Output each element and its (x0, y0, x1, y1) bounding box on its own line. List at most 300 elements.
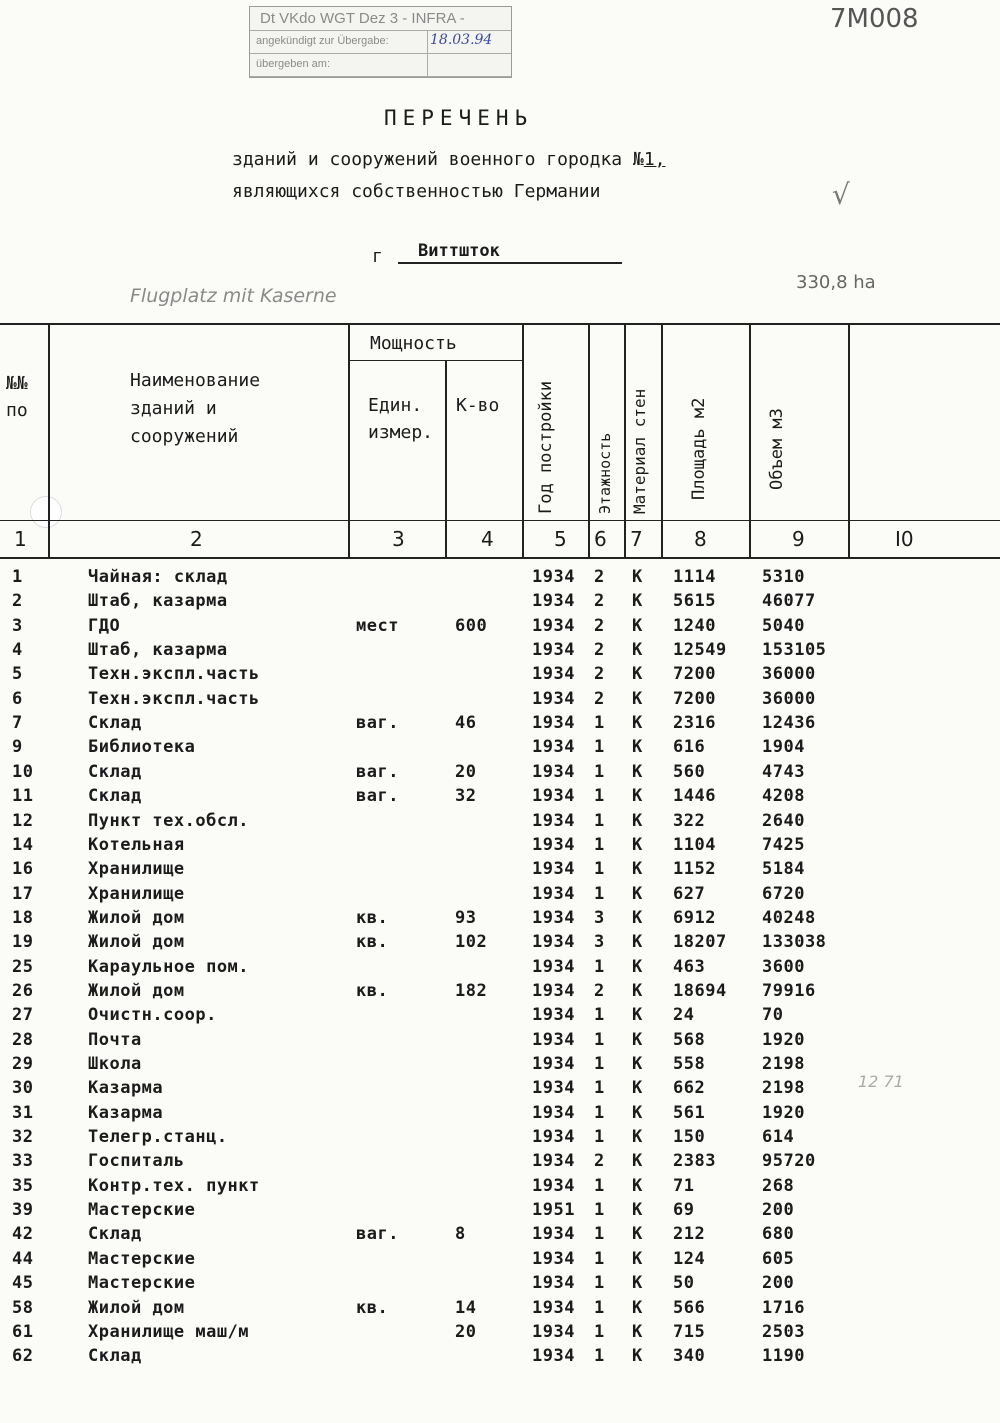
row-volume: 6720 (762, 884, 805, 904)
row-unit: кв. (356, 932, 389, 952)
row-floors: 2 (594, 664, 605, 684)
row-area: 2383 (673, 1151, 716, 1171)
row-area: 150 (673, 1127, 706, 1147)
row-area: 1446 (673, 786, 716, 806)
row-year: 1934 (532, 1273, 575, 1293)
row-area: 627 (673, 884, 706, 904)
row-year: 1934 (532, 835, 575, 855)
row-material: К (632, 1054, 643, 1074)
row-floors: 1 (594, 1127, 605, 1147)
header-col-area: Площадь м2 (689, 397, 709, 500)
row-year: 1934 (532, 616, 575, 636)
row-number: 11 (12, 786, 34, 806)
row-unit: ваг. (356, 713, 399, 733)
header-col-floors: Этажность (596, 432, 614, 514)
row-floors: 1 (594, 957, 605, 977)
row-year: 1934 (532, 762, 575, 782)
row-material: К (632, 811, 643, 831)
row-year: 1934 (532, 981, 575, 1001)
row-name: Контр.тех. пункт (88, 1176, 260, 1196)
side-note: 12 71 (858, 1072, 904, 1091)
row-year: 1934 (532, 1322, 575, 1342)
row-year: 1951 (532, 1200, 575, 1220)
row-volume: 4743 (762, 762, 805, 782)
row-area: 1114 (673, 567, 716, 587)
row-floors: 1 (594, 1103, 605, 1123)
row-area: 463 (673, 957, 706, 977)
row-number: 14 (12, 835, 34, 855)
row-name: Штаб, казарма (88, 640, 228, 660)
stamp-row-office (250, 7, 511, 31)
row-name: Библиотека (88, 737, 196, 757)
header-col-material: Материал стен (630, 388, 649, 514)
row-floors: 1 (594, 835, 605, 855)
row-name: Техн.экспл.часть (88, 664, 260, 684)
col-divider (348, 323, 350, 559)
row-year: 1934 (532, 908, 575, 928)
row-number: 35 (12, 1176, 34, 1196)
row-floors: 1 (594, 1249, 605, 1269)
row-volume: 200 (762, 1273, 795, 1293)
page-title: ПЕРЕЧЕНЬ (384, 106, 534, 130)
row-area: 212 (673, 1224, 706, 1244)
row-name: Школа (88, 1054, 142, 1074)
row-volume: 605 (762, 1249, 795, 1269)
row-material: К (632, 1151, 643, 1171)
row-name: Жилой дом (88, 981, 185, 1001)
col-divider (445, 361, 447, 559)
row-number: 5 (12, 664, 23, 684)
row-material: К (632, 640, 643, 660)
row-number: 3 (12, 616, 23, 636)
row-floors: 2 (594, 591, 605, 611)
row-name: Мастерские (88, 1200, 196, 1220)
row-number: 19 (12, 932, 34, 952)
row-unit: ваг. (356, 1224, 399, 1244)
row-volume: 46077 (762, 591, 816, 611)
row-volume: 79916 (762, 981, 816, 1001)
row-name: Мастерские (88, 1249, 196, 1269)
row-volume: 614 (762, 1127, 795, 1147)
stamp-handed-label: übergeben am: (256, 58, 330, 70)
city-prefix: г (372, 246, 383, 267)
handwritten-note: Flugplatz mit Kaserne (130, 285, 337, 307)
row-number: 61 (12, 1322, 34, 1342)
row-floors: 1 (594, 1322, 605, 1342)
header-col-number: №№ по (6, 373, 28, 421)
row-qty: 8 (455, 1224, 466, 1244)
row-number: 31 (12, 1103, 34, 1123)
row-area: 560 (673, 762, 706, 782)
row-floors: 1 (594, 1200, 605, 1220)
row-year: 1934 (532, 786, 575, 806)
row-volume: 95720 (762, 1151, 816, 1171)
row-floors: 1 (594, 1078, 605, 1098)
row-material: К (632, 762, 643, 782)
row-number: 32 (12, 1127, 34, 1147)
row-area: 566 (673, 1298, 706, 1318)
row-material: К (632, 1127, 643, 1147)
stamp-announced-date: 18.03.94 (430, 32, 493, 48)
row-area: 662 (673, 1078, 706, 1098)
header-mid-rule (0, 520, 1000, 521)
column-number: 3 (392, 527, 405, 551)
header-top-rule (0, 323, 1000, 325)
row-area: 18694 (673, 981, 727, 1001)
row-unit: кв. (356, 981, 389, 1001)
header-capacity: Мощность (370, 333, 457, 354)
row-year: 1934 (532, 811, 575, 831)
row-area: 322 (673, 811, 706, 831)
row-number: 16 (12, 859, 34, 879)
row-year: 1934 (532, 1224, 575, 1244)
col-divider (588, 323, 590, 559)
row-floors: 1 (594, 713, 605, 733)
row-material: К (632, 957, 643, 977)
row-number: 2 (12, 591, 23, 611)
row-year: 1934 (532, 640, 575, 660)
row-area: 71 (673, 1176, 695, 1196)
row-year: 1934 (532, 1176, 575, 1196)
row-volume: 200 (762, 1200, 795, 1220)
row-area: 124 (673, 1249, 706, 1269)
row-name: Склад (88, 1224, 142, 1244)
row-floors: 1 (594, 884, 605, 904)
col-divider (661, 323, 663, 559)
row-area: 2316 (673, 713, 716, 733)
row-number: 9 (12, 737, 23, 757)
row-name: Госпиталь (88, 1151, 185, 1171)
stamp-divider (427, 30, 428, 77)
row-area: 12549 (673, 640, 727, 660)
header-col-volume: Объем м3 (767, 408, 787, 490)
check-mark: √ (832, 178, 850, 211)
row-volume: 2198 (762, 1054, 805, 1074)
row-material: К (632, 1346, 643, 1366)
row-number: 58 (12, 1298, 34, 1318)
column-number: I0 (895, 527, 914, 551)
column-number: 6 (594, 527, 607, 551)
row-year: 1934 (532, 884, 575, 904)
row-floors: 2 (594, 689, 605, 709)
row-year: 1934 (532, 689, 575, 709)
row-name: Чайная: склад (88, 567, 228, 587)
row-area: 568 (673, 1030, 706, 1050)
row-qty: 46 (455, 713, 477, 733)
row-year: 1934 (532, 859, 575, 879)
row-name: Склад (88, 762, 142, 782)
row-name: Хранилище (88, 884, 185, 904)
stamp-row-handed (250, 53, 511, 77)
row-material: К (632, 737, 643, 757)
row-volume: 7425 (762, 835, 805, 855)
row-volume: 36000 (762, 664, 816, 684)
row-unit: ваг. (356, 786, 399, 806)
row-name: Казарма (88, 1078, 164, 1098)
row-unit: кв. (356, 908, 389, 928)
col-divider (848, 323, 850, 559)
row-material: К (632, 1322, 643, 1342)
row-area: 1104 (673, 835, 716, 855)
row-material: К (632, 1249, 643, 1269)
row-volume: 133038 (762, 932, 827, 952)
row-name: Казарма (88, 1103, 164, 1123)
row-name: Пункт тех.обсл. (88, 811, 250, 831)
row-area: 561 (673, 1103, 706, 1123)
row-name: Очистн.соор. (88, 1005, 217, 1025)
row-qty: 20 (455, 1322, 477, 1342)
row-floors: 1 (594, 1005, 605, 1025)
row-area: 616 (673, 737, 706, 757)
row-floors: 1 (594, 762, 605, 782)
row-area: 7200 (673, 689, 716, 709)
row-material: К (632, 1273, 643, 1293)
stamp-announced-label: angekündigt zur Übergabe: (256, 35, 389, 47)
row-area: 715 (673, 1322, 706, 1342)
header-col-unit: Един. измер. (368, 395, 434, 443)
row-volume: 1716 (762, 1298, 805, 1318)
row-material: К (632, 1224, 643, 1244)
punch-hole (30, 496, 62, 528)
row-qty: 14 (455, 1298, 477, 1318)
row-material: К (632, 908, 643, 928)
column-number: 1 (14, 527, 27, 551)
row-floors: 1 (594, 1224, 605, 1244)
row-volume: 1190 (762, 1346, 805, 1366)
row-name: Склад (88, 786, 142, 806)
row-number: 29 (12, 1054, 34, 1074)
subtitle-number: 1, (643, 149, 666, 170)
row-number: 18 (12, 908, 34, 928)
city-name: Виттшток (418, 241, 500, 261)
row-year: 1934 (532, 567, 575, 587)
row-area: 340 (673, 1346, 706, 1366)
row-area: 50 (673, 1273, 695, 1293)
row-number: 28 (12, 1030, 34, 1050)
receipt-stamp (249, 6, 512, 78)
row-volume: 5040 (762, 616, 805, 636)
row-material: К (632, 1078, 643, 1098)
row-material: К (632, 859, 643, 879)
subtitle-line-2: являющихся собственностью Германии (232, 181, 601, 202)
row-material: К (632, 1200, 643, 1220)
row-qty: 102 (455, 932, 488, 952)
capacity-rule (350, 360, 522, 361)
row-material: К (632, 1030, 643, 1050)
row-year: 1934 (532, 1298, 575, 1318)
row-year: 1934 (532, 1054, 575, 1074)
subtitle-line-1 (232, 149, 666, 170)
city-underline (398, 262, 622, 264)
row-floors: 3 (594, 908, 605, 928)
row-material: К (632, 1103, 643, 1123)
row-name: Жилой дом (88, 1298, 185, 1318)
row-volume: 2198 (762, 1078, 805, 1098)
header-col-qty: К-во (456, 395, 500, 416)
row-material: К (632, 713, 643, 733)
area-note: 330,8 ha (796, 272, 876, 293)
row-number: 30 (12, 1078, 34, 1098)
row-qty: 600 (455, 616, 488, 636)
row-name: Мастерские (88, 1273, 196, 1293)
row-volume: 5184 (762, 859, 805, 879)
row-area: 1240 (673, 616, 716, 636)
row-floors: 1 (594, 1176, 605, 1196)
row-material: К (632, 591, 643, 611)
row-number: 17 (12, 884, 34, 904)
row-number: 25 (12, 957, 34, 977)
row-volume: 1920 (762, 1103, 805, 1123)
stamp-row-announced (250, 30, 511, 54)
row-volume: 36000 (762, 689, 816, 709)
row-floors: 1 (594, 1298, 605, 1318)
row-volume: 12436 (762, 713, 816, 733)
row-floors: 2 (594, 981, 605, 1001)
row-volume: 1904 (762, 737, 805, 757)
row-volume: 4208 (762, 786, 805, 806)
row-name: Жилой дом (88, 932, 185, 952)
header-col-year: Год постройки (536, 380, 556, 514)
row-floors: 1 (594, 1030, 605, 1050)
row-area: 69 (673, 1200, 695, 1220)
column-number: 2 (190, 527, 203, 551)
row-floors: 1 (594, 1273, 605, 1293)
row-material: К (632, 786, 643, 806)
row-area: 5615 (673, 591, 716, 611)
row-year: 1934 (532, 1151, 575, 1171)
row-name: Хранилище (88, 859, 185, 879)
row-material: К (632, 981, 643, 1001)
row-name: Склад (88, 713, 142, 733)
row-floors: 1 (594, 1054, 605, 1074)
header-col-name: Наименование зданий и сооружений (130, 370, 261, 447)
row-year: 1934 (532, 1005, 575, 1025)
row-name: Караульное пом. (88, 957, 250, 977)
row-volume: 1920 (762, 1030, 805, 1050)
row-number: 26 (12, 981, 34, 1001)
row-material: К (632, 835, 643, 855)
row-number: 33 (12, 1151, 34, 1171)
row-volume: 153105 (762, 640, 827, 660)
row-name: ГДО (88, 616, 121, 636)
row-name: Хранилище маш/м (88, 1322, 250, 1342)
row-material: К (632, 664, 643, 684)
row-floors: 1 (594, 811, 605, 831)
row-volume: 5310 (762, 567, 805, 587)
row-material: К (632, 689, 643, 709)
col-divider (749, 323, 751, 559)
row-unit: мест (356, 616, 399, 636)
row-volume: 2503 (762, 1322, 805, 1342)
row-year: 1934 (532, 932, 575, 952)
row-number: 1 (12, 567, 23, 587)
row-year: 1934 (532, 664, 575, 684)
col-divider (48, 323, 50, 559)
row-year: 1934 (532, 713, 575, 733)
row-year: 1934 (532, 591, 575, 611)
row-year: 1934 (532, 1249, 575, 1269)
stamp-office: Dt VKdo WGT Dez 3 - INFRA - (260, 10, 465, 27)
row-name: Телегр.станц. (88, 1127, 228, 1147)
row-material: К (632, 616, 643, 636)
row-name: Техн.экспл.часть (88, 689, 260, 709)
row-number: 42 (12, 1224, 34, 1244)
row-name: Штаб, казарма (88, 591, 228, 611)
row-floors: 3 (594, 932, 605, 952)
row-volume: 70 (762, 1005, 784, 1025)
header-bottom-rule (0, 557, 1000, 559)
row-qty: 32 (455, 786, 477, 806)
row-material: К (632, 1298, 643, 1318)
row-volume: 680 (762, 1224, 795, 1244)
row-material: К (632, 884, 643, 904)
row-material: К (632, 567, 643, 587)
row-qty: 182 (455, 981, 488, 1001)
row-area: 1152 (673, 859, 716, 879)
row-name: Котельная (88, 835, 185, 855)
row-volume: 3600 (762, 957, 805, 977)
column-number: 5 (554, 527, 567, 551)
row-number: 62 (12, 1346, 34, 1366)
row-number: 7 (12, 713, 23, 733)
row-number: 4 (12, 640, 23, 660)
row-name: Почта (88, 1030, 142, 1050)
row-material: К (632, 1005, 643, 1025)
row-name: Жилой дом (88, 908, 185, 928)
row-year: 1934 (532, 1127, 575, 1147)
row-year: 1934 (532, 1078, 575, 1098)
row-floors: 2 (594, 616, 605, 636)
row-name: Склад (88, 1346, 142, 1366)
row-year: 1934 (532, 1030, 575, 1050)
row-floors: 1 (594, 786, 605, 806)
row-area: 7200 (673, 664, 716, 684)
row-year: 1934 (532, 957, 575, 977)
row-area: 558 (673, 1054, 706, 1074)
document-code: 7М008 (830, 4, 919, 34)
row-floors: 2 (594, 1151, 605, 1171)
column-number: 7 (630, 527, 643, 551)
row-area: 18207 (673, 932, 727, 952)
row-year: 1934 (532, 737, 575, 757)
row-floors: 1 (594, 859, 605, 879)
column-number: 9 (792, 527, 805, 551)
row-number: 6 (12, 689, 23, 709)
column-number: 8 (694, 527, 707, 551)
row-unit: кв. (356, 1298, 389, 1318)
row-area: 24 (673, 1005, 695, 1025)
row-number: 10 (12, 762, 34, 782)
row-material: К (632, 1176, 643, 1196)
row-area: 6912 (673, 908, 716, 928)
row-floors: 1 (594, 737, 605, 757)
row-volume: 40248 (762, 908, 816, 928)
col-divider (624, 323, 626, 559)
row-volume: 268 (762, 1176, 795, 1196)
row-volume: 2640 (762, 811, 805, 831)
row-floors: 2 (594, 567, 605, 587)
row-floors: 1 (594, 1346, 605, 1366)
column-number: 4 (481, 527, 494, 551)
row-material: К (632, 932, 643, 952)
row-number: 45 (12, 1273, 34, 1293)
row-number: 27 (12, 1005, 34, 1025)
row-number: 44 (12, 1249, 34, 1269)
row-year: 1934 (532, 1346, 575, 1366)
row-floors: 2 (594, 640, 605, 660)
row-qty: 20 (455, 762, 477, 782)
row-number: 39 (12, 1200, 34, 1220)
